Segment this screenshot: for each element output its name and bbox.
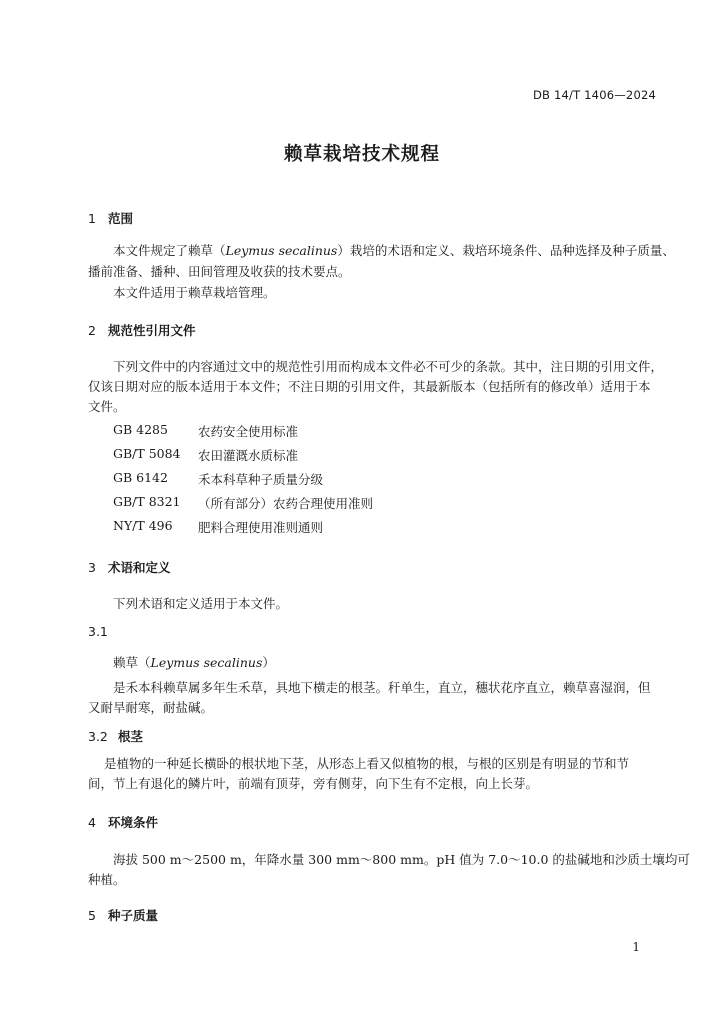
s2-paragraph-line-2: 仅该日期对应的版本适用于本文件；不注日期的引用文件，其最新版本（包括所有的修改单）适用于本 — [88, 379, 651, 394]
section-1-heading — [88, 209, 133, 227]
section-number: 5 — [88, 908, 96, 923]
ref-title: 农药安全使用标准 — [198, 424, 299, 439]
section-title: 种子质量 — [108, 908, 159, 923]
section-title: 范围 — [108, 211, 134, 226]
section-5-heading — [88, 906, 158, 924]
term-3-2-heading — [88, 727, 143, 745]
term-3-1-def-line-2: 又耐旱耐寒，耐盐碱。 — [88, 700, 214, 715]
ref-title: 禾本科草种子质量分级 — [198, 472, 324, 487]
ref-title: 肥料合理使用准则通则 — [198, 520, 324, 535]
s2-paragraph-line-3: 文件。 — [88, 399, 126, 414]
term-number: 3.2 — [88, 729, 108, 744]
ref-code: GB/T 5084 — [113, 446, 181, 461]
standard-number: DB 14/T 1406—2024 — [532, 88, 656, 102]
section-2-heading — [88, 321, 196, 339]
ref-code: GB 6142 — [113, 470, 168, 485]
document-title: 赖草栽培技术规程 — [283, 144, 440, 165]
section-number: 3 — [88, 560, 96, 575]
term-3-1-def-line-1: 是禾本科赖草属多年生禾草，具地下横走的根茎。秆单生，直立，穗状花序直立，赖草喜湿润，但 — [113, 680, 651, 695]
section-number: 4 — [88, 815, 96, 830]
ref-code: NY/T 496 — [113, 518, 173, 533]
section-3-heading — [88, 558, 171, 576]
s1-paragraph-1-line-1: 本文件规定了赖草（Leymus secalinus）栽培的术语和定义、栽培环境条件、品种选择及种子质量、 — [113, 243, 675, 258]
section-title: 环境条件 — [108, 815, 159, 830]
section-title: 术语和定义 — [108, 560, 171, 575]
s1-paragraph-2: 本文件适用于赖草栽培管理。 — [113, 285, 276, 300]
s3-intro: 下列术语和定义适用于本文件。 — [113, 596, 289, 611]
term-title: 根茎 — [118, 729, 144, 744]
section-number: 1 — [88, 211, 96, 226]
ref-title: 农田灌溉水质标准 — [198, 448, 299, 463]
term-chinese: 赖草 — [113, 655, 139, 670]
ref-title: （所有部分）农药合理使用准则 — [198, 496, 374, 511]
term-3-2-def-line-2: 间，节上有退化的鳞片叶，前端有顶芽，旁有侧芽，向下生有不定根，向上长芽。 — [88, 776, 539, 791]
term-3-1-name: 赖草（Leymus secalinus） — [113, 655, 275, 670]
ref-code: GB/T 8321 — [113, 494, 181, 509]
term-3-2-def-line-1: 是植物的一种延长横卧的根状地下茎，从形态上看又似植物的根，与根的区别是有明显的节和节 — [104, 756, 630, 771]
term-3-1-number — [88, 624, 108, 639]
s4-paragraph-line-1: 海拔 500 m～2500 m，年降水量 300 mm～800 mm。pH 值为 7.0～10.0 的盐碱地和沙质土壤均可 — [113, 852, 690, 867]
section-number: 2 — [88, 323, 96, 338]
section-4-heading — [88, 813, 158, 831]
term-latin: Leymus secalinus — [150, 655, 263, 670]
ref-code: GB 4285 — [113, 422, 168, 437]
latin-name: Leymus secalinus — [225, 243, 338, 258]
term-number: 3.1 — [88, 624, 108, 639]
section-title: 规范性引用文件 — [108, 323, 196, 338]
s2-paragraph-line-1: 下列文件中的内容通过文中的规范性引用而构成本文件必不可少的条款。其中，注日期的引用文件， — [113, 359, 664, 374]
s4-paragraph-line-2: 种植。 — [88, 872, 126, 887]
s1-paragraph-1-line-2: 播前准备、播种、田间管理及收获的技术要点。 — [88, 264, 351, 279]
page-number: 1 — [632, 940, 640, 954]
